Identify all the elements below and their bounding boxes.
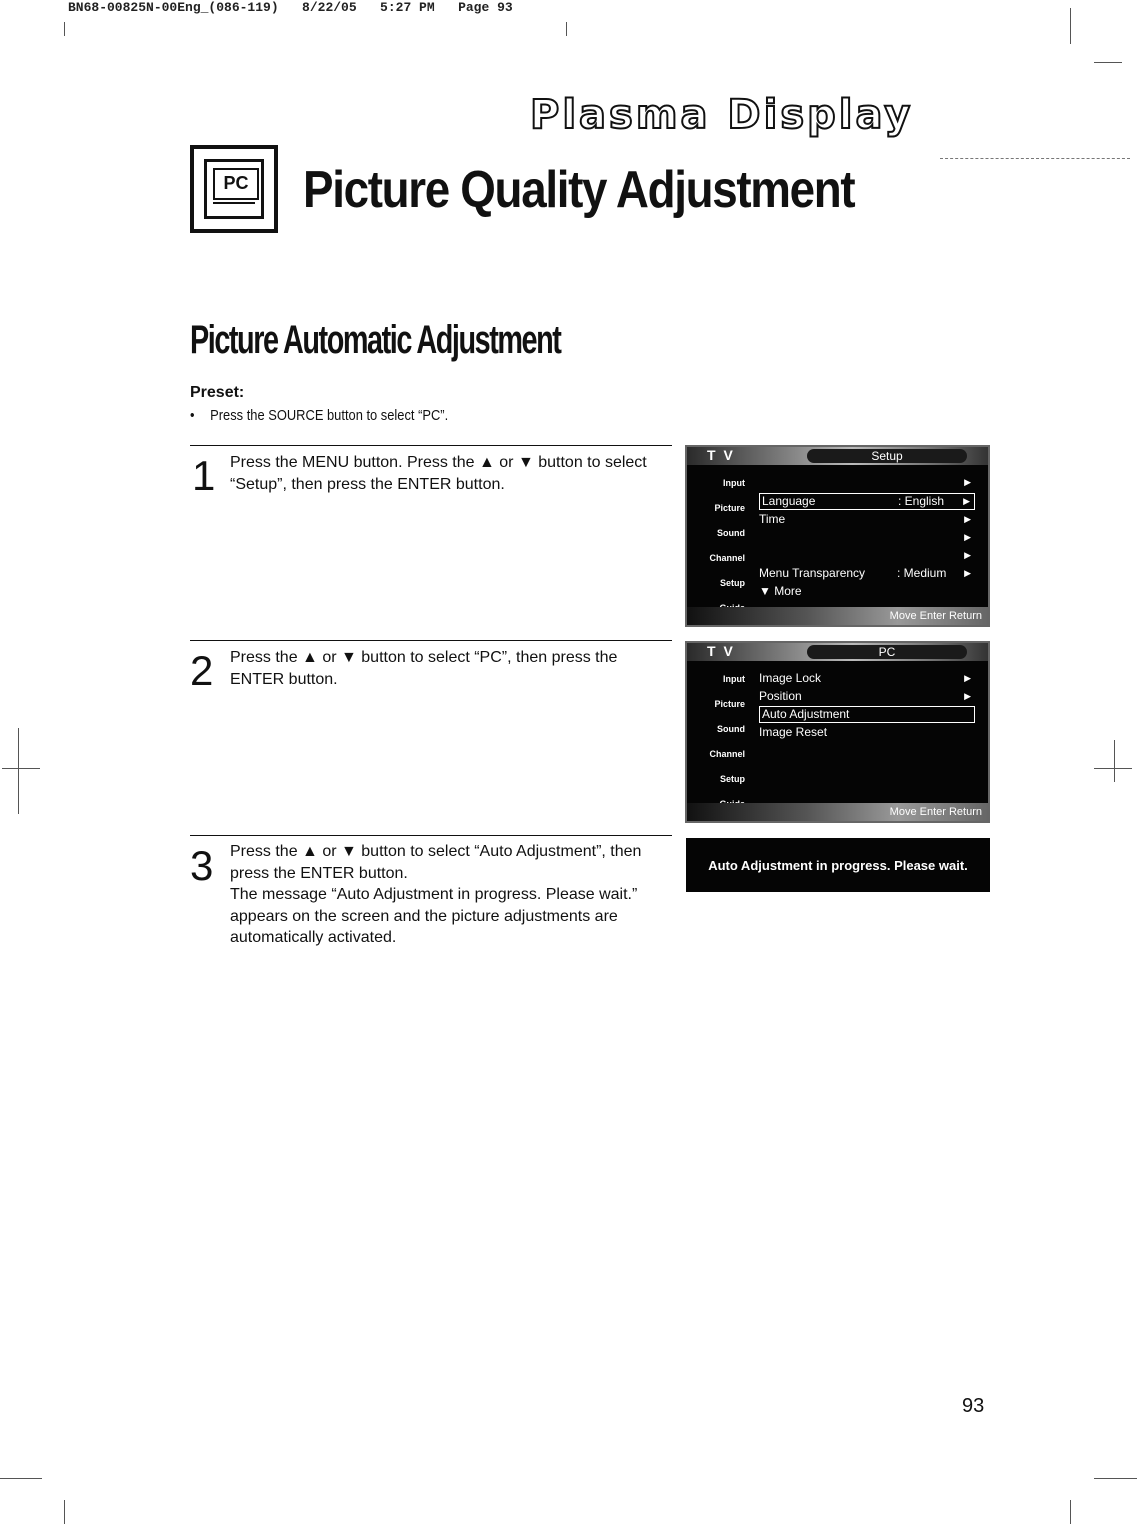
side-item-setup: Setup — [719, 578, 745, 588]
osd-row: ▶ — [964, 550, 971, 560]
osd-pc-screen — [685, 641, 990, 823]
pc-icon-bar — [213, 202, 255, 210]
osd-row-image-reset: Image Reset — [759, 725, 828, 739]
osd-progress-message: Auto Adjustment in progress. Please wait. — [686, 838, 990, 892]
osd-top-bar — [687, 643, 988, 661]
osd-row-language: Language : English ▶ — [759, 493, 975, 510]
osd-top-bar — [687, 447, 988, 465]
arrow-right-icon: ▶ — [963, 496, 970, 506]
brand-divider — [940, 158, 1130, 159]
step-divider — [190, 640, 672, 641]
step-number: 2 — [190, 647, 214, 694]
step-text: Press the MENU button. Press the ▲ or ▼ button to select “Setup”, then press the ENTER button. — [230, 454, 647, 493]
side-item-input: Input — [723, 478, 745, 488]
step-divider — [190, 835, 672, 836]
osd-row-position: Position ▶ — [759, 689, 971, 703]
crop-mark — [1070, 8, 1071, 44]
tv-label: T V — [707, 643, 735, 659]
tv-label: T V — [707, 447, 735, 463]
side-item-channel: Channel — [709, 553, 745, 563]
side-item-picture: Picture — [714, 503, 745, 513]
side-item-channel: Channel — [709, 749, 745, 759]
side-item-sound: Sound — [717, 528, 745, 538]
side-item-sound: Sound — [717, 724, 745, 734]
step-text — [230, 841, 670, 949]
side-item-setup: Setup — [719, 774, 745, 784]
crop-mark — [1094, 62, 1122, 63]
arrow-right-icon: ▶ — [964, 673, 971, 683]
preset-item — [190, 407, 448, 424]
osd-side-menu — [691, 667, 749, 817]
osd-title: Setup — [807, 449, 967, 463]
step-number: 3 — [190, 842, 214, 889]
preset-label: Preset: — [190, 384, 245, 401]
page-title: Picture Quality Adjustment — [303, 161, 855, 219]
osd-row-auto-adjustment: Auto Adjustment — [759, 706, 975, 723]
arrow-right-icon: ▶ — [964, 691, 971, 701]
osd-row-time: Time ▶ — [759, 512, 971, 526]
side-item-picture: Picture — [714, 699, 745, 709]
osd-row-menu-transparency: Menu Transparency : Medium ▶ — [759, 566, 971, 580]
page-number: 93 — [962, 1395, 985, 1417]
crop-mark — [1114, 740, 1115, 782]
crop-mark — [1070, 1500, 1071, 1524]
crop-mark — [1094, 768, 1132, 769]
pc-icon — [190, 145, 278, 233]
crop-mark — [64, 22, 65, 36]
osd-row: ▶ — [964, 477, 971, 487]
step-text-line: The message “Auto Adjustment in progress. Please wait.” appears on the screen and the picture adjustments are automatically activated. — [230, 886, 638, 946]
pc-icon-label: PC — [213, 168, 259, 200]
print-slug: BN68-00825N-00Eng_(086-119) 8/22/05 5:27 PM Page 93 — [68, 0, 513, 15]
osd-title: PC — [807, 645, 967, 659]
crop-mark — [1094, 1478, 1137, 1479]
crop-mark — [64, 1500, 65, 1524]
crop-mark — [566, 22, 567, 36]
crop-mark — [18, 728, 19, 814]
step-text-line: Press the ▲ or ▼ button to select “Auto Adjustment”, then press the ENTER button. — [230, 843, 642, 882]
osd-footer: Move Enter Return — [687, 607, 988, 625]
brand-wordmark: Plasma Display — [530, 92, 914, 138]
osd-setup-screen — [685, 445, 990, 627]
step-text: Press the ▲ or ▼ button to select “PC”, then press the ENTER button. — [230, 649, 618, 688]
step-divider — [190, 445, 672, 446]
arrow-right-icon: ▶ — [964, 514, 971, 524]
crop-mark — [2, 768, 40, 769]
arrow-right-icon: ▶ — [964, 568, 971, 578]
side-item-input: Input — [723, 674, 745, 684]
crop-mark — [0, 1478, 42, 1479]
pc-icon-frame — [204, 159, 264, 219]
step-number: 1 — [192, 452, 216, 499]
osd-row-more: ▼ More — [759, 584, 802, 598]
section-title: Picture Automatic Adjustment — [190, 318, 561, 362]
bullet: • — [190, 407, 195, 424]
osd-footer: Move Enter Return — [687, 803, 988, 821]
osd-row-image-lock: Image Lock ▶ — [759, 671, 971, 685]
osd-side-menu — [691, 471, 749, 621]
preset-text: Press the SOURCE button to select “PC”. — [210, 407, 449, 424]
osd-row: ▶ — [964, 532, 971, 542]
